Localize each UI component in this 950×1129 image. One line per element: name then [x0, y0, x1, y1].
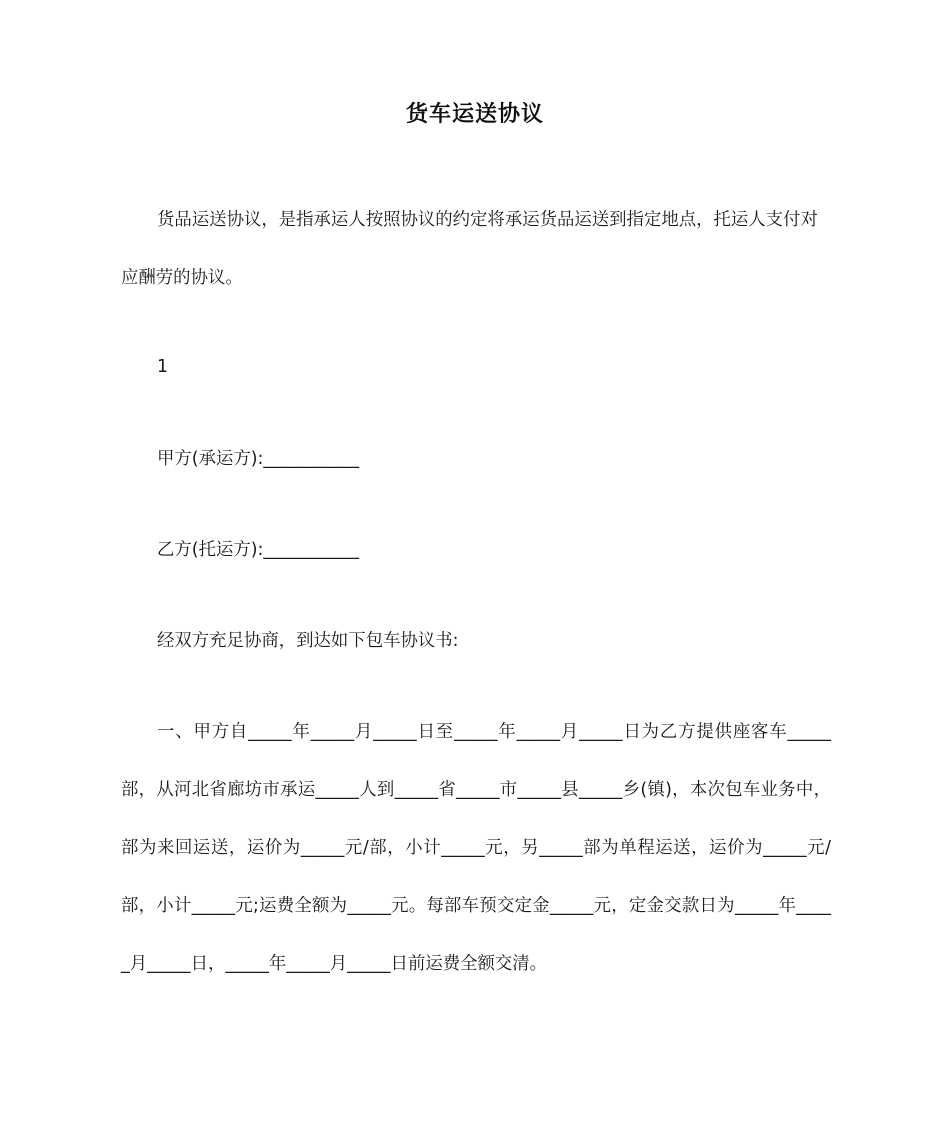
party-a-line: 甲方(承运方):___________ [157, 449, 360, 469]
document-title: 货车运送协议 [405, 102, 544, 127]
consultation-paragraph: 经双方充足协商，到达如下包车协议书: [157, 631, 459, 651]
clause-one-paragraph: 一、甲方自_____年_____月_____日至_____年_____月_____日为乙方提供座客车_____部，从河北省廊坊市承运_____人到_____省_____市_____县_____乡(镇)，本次包车业务中，部为来回运送，运价为_____元/部，小计_____元，另_____部为单程运送，运价为_____元/部，小计_____元;运费全额为_____元。每部车预交定金_____元，定金交款日为_____年_____月_____日，_____年_____月_____日前运费全额交清。 [121, 722, 831, 974]
intro-paragraph: 货品运送协议，是指承运人按照协议的约定将承运货品运送到指定地点，托运人支付对应酬劳的协议。 [121, 210, 818, 288]
section-number: 1 [157, 357, 169, 377]
party-b-line: 乙方(托运方):___________ [157, 540, 360, 560]
